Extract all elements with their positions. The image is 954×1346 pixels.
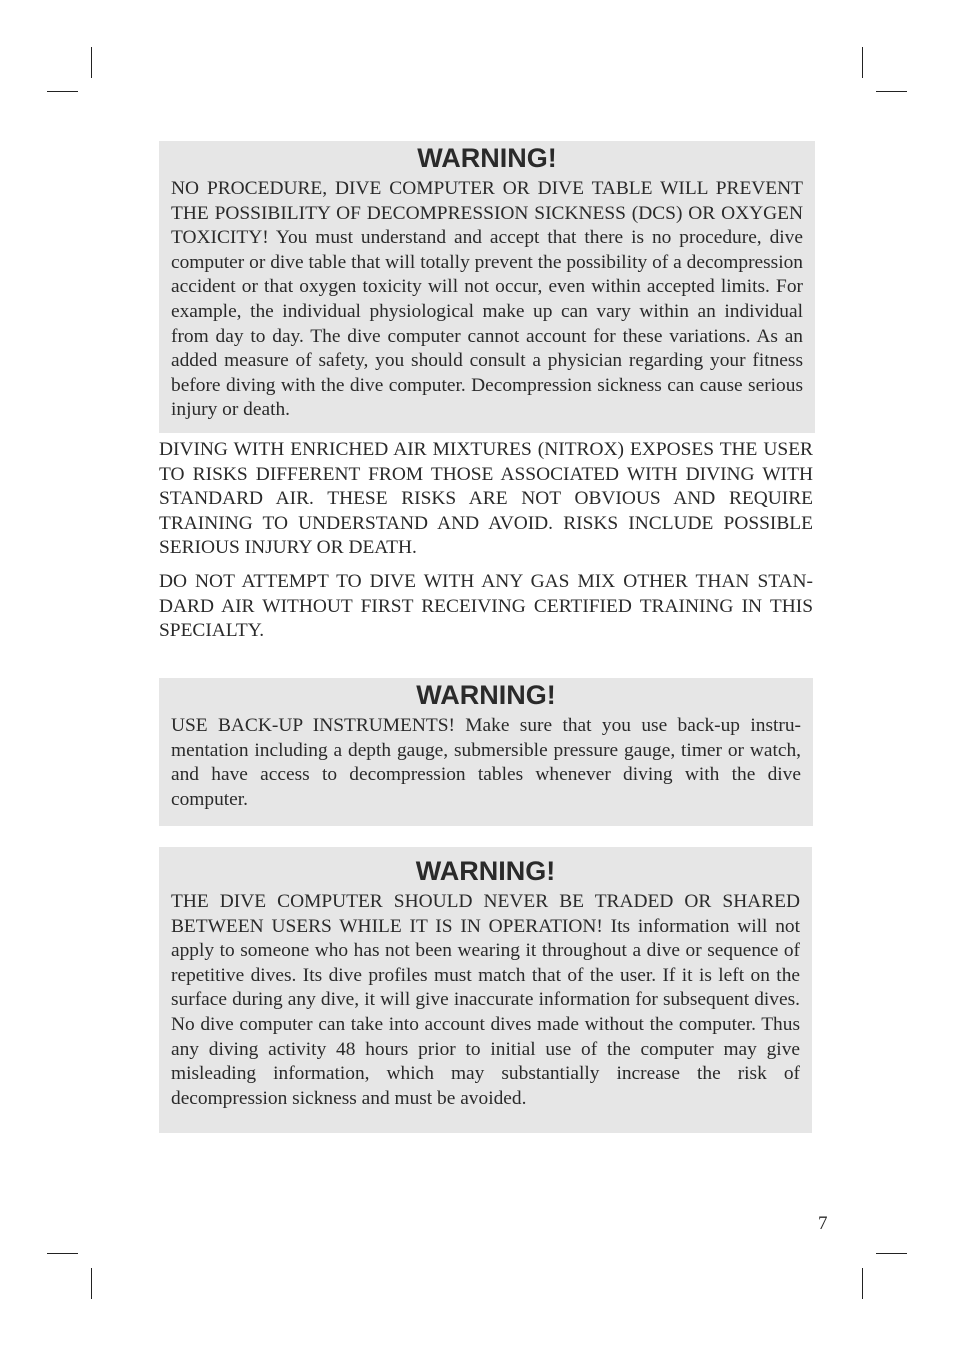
warning-title: WARNING! <box>415 856 556 886</box>
warning-title: WARNING! <box>417 143 557 173</box>
warning-box-sharing <box>159 847 812 1133</box>
page-number: 7 <box>818 1213 828 1234</box>
crop-mark <box>47 91 78 92</box>
crop-mark <box>47 1253 78 1254</box>
crop-mark <box>91 1268 92 1299</box>
warning-box-decompression <box>159 141 815 433</box>
warning-text: NO PROCEDURE, DIVE COMPUTER OR DIVE TABLE WILL PREVENT THE POSSIBILITY OF DECOMPRESSION SICKNESS (DCS) OR OXYGEN TOXICITY! You must understand and accept that there is no procedure, dive computer or dive table that will totally prevent the possibility of a decompression accident or that oxygen toxicity will not occur, even within accepted limits. For example, the individual physiological make up can vary within an individual from day to day. The dive computer cannot account for these variations. As an added measure of safety, you should consult a physician regarding your fitness before diving with the dive computer. Decompression sickness can cause serious injury or death. <box>171 178 803 421</box>
nitrox-paragraph: DIVING WITH ENRICHED AIR MIXTURES (NITROX) EXPOSES THE USER TO RISKS DIFFERENT FROM THOSE ASSOCIATED WITH DIVING WITH STANDARD AIR. THESE RISKS ARE NOT OBVIOUS AND REQUIRE TRAINING TO UNDERSTAND AND AVOID. RISKS INCLUDE POSSIBLE SERIOUS INJURY OR DEATH. <box>159 439 813 559</box>
warning-text: THE DIVE COMPUTER SHOULD NEVER BE TRADED OR SHARED BETWEEN USERS WHILE IT IS IN OPERATION! Its information will not apply to someone who has not been wearing it throughout a dive or sequence of repetitive dives. Its dive profiles must match that of the user. If it is left on the surface during any dive, it will give inaccurate information for subsequent dives. No dive computer can take into account dives made without the computer. Thus any diving activity 48 hours prior to initial use of the computer may give misleading information, which may substantially increase the risk of decompression sickness and must be avoided. <box>171 891 800 1109</box>
warning-text: USE BACK-UP INSTRUMENTS! Make sure that you use back-up instrumentation including a depth gauge, submersible pressure gauge, timer or watch, and have access to decompression tables whenever diving with the dive computer. <box>171 715 801 810</box>
crop-mark <box>91 47 92 78</box>
warning-title: WARNING! <box>416 680 556 710</box>
crop-mark <box>876 91 907 92</box>
warning-box-backup-instruments <box>159 678 813 826</box>
crop-mark <box>862 47 863 78</box>
crop-mark <box>862 1268 863 1299</box>
crop-mark <box>876 1253 907 1254</box>
gas-mix-paragraph: DO NOT ATTEMPT TO DIVE WITH ANY GAS MIX OTHER THAN STANDARD AIR WITHOUT FIRST RECEIVING CERTIFIED TRAINING IN THIS SPECIALTY. <box>159 571 813 642</box>
